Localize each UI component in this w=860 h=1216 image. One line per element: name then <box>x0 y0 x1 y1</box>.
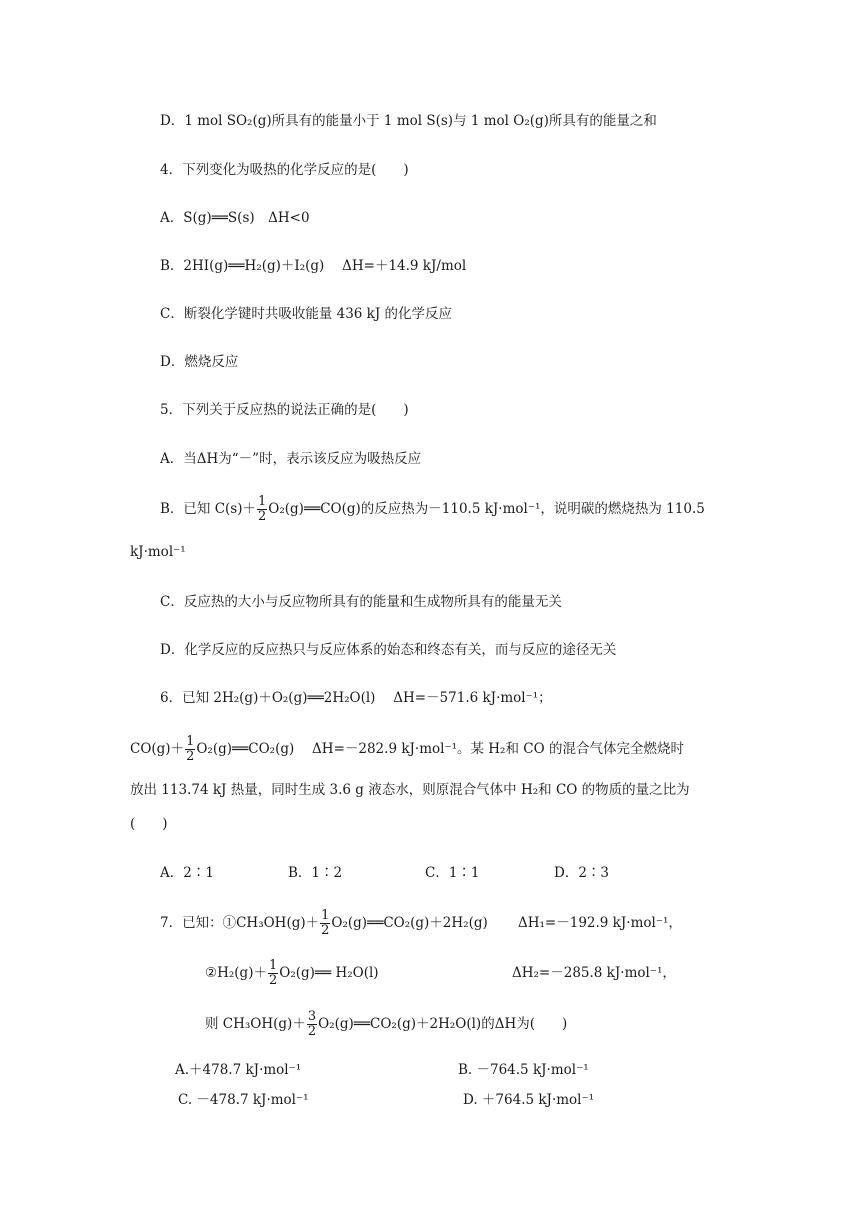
fraction-half <box>320 909 330 938</box>
fraction-numerator: 1 <box>321 908 330 923</box>
fraction-numerator: 3 <box>307 1009 317 1024</box>
question-6-option-a: A．2∶1 <box>160 865 214 881</box>
option-5c: C．反应热的大小与反应物所具有的能量和生成物所具有的能量无关 <box>160 594 562 610</box>
q7-target-post: O₂(g)══CO₂(g)＋2H₂O(l)的ΔH为( ) <box>318 1016 568 1032</box>
question-7-target <box>205 1010 567 1039</box>
fraction-half <box>257 495 267 524</box>
q7-eq1-pre: 7．已知：①CH₃OH(g)＋ <box>160 915 320 931</box>
option-4d: D．燃烧反应 <box>160 354 239 370</box>
question-7-dh2: ΔH₂=－285.8 kJ·mol⁻¹， <box>512 965 676 981</box>
question-5-stem: 5．下列关于反应热的说法正确的是( ) <box>160 402 409 418</box>
question-7-dh1: ΔH₁=－192.9 kJ·mol⁻¹， <box>518 915 682 931</box>
fraction-half <box>185 735 195 764</box>
question-6-line2-post: O₂(g)══CO₂(g) ΔH=－282.9 kJ·mol⁻¹。某 H₂和 CO 的混合气体完全燃烧时 <box>196 741 684 757</box>
fraction-denominator: 2 <box>258 509 267 524</box>
question-6-line2-pre: CO(g)＋ <box>130 741 185 757</box>
question-6-line1: 6．已知 2H₂(g)＋O₂(g)══2H₂O(l) ΔH=－571.6 kJ·mol⁻¹； <box>160 690 552 706</box>
question-6-option-b: B．1∶2 <box>288 865 343 881</box>
option-5a: A．当ΔH为“－”时，表示该反应为吸热反应 <box>160 451 422 467</box>
question-6-line3: 放出 113.74 kJ 热量，同时生成 3.6 g 液态水，则原混合气体中 H₂和 CO 的物质的量之比为 <box>130 782 690 798</box>
question-6-line4: ( ) <box>130 816 168 832</box>
option-4a: A．S(g)══S(s) ΔH<0 <box>160 210 310 226</box>
question-6-option-c: C．1∶1 <box>425 865 480 881</box>
question-6-option-d: D．2∶3 <box>554 865 610 881</box>
fraction-three-halves <box>307 1010 317 1039</box>
question-7-option-d: D. ＋764.5 kJ·mol⁻¹ <box>463 1092 595 1108</box>
option-4b: B．2HI(g)══H₂(g)＋I₂(g) ΔH=＋14.9 kJ/mol <box>160 258 467 274</box>
fraction-half <box>268 959 278 988</box>
question-7-equation-1 <box>160 909 488 938</box>
option-5d: D．化学反应的反应热只与反应体系的始态和终态有关，而与反应的途径无关 <box>160 642 617 658</box>
fraction-denominator: 2 <box>321 923 330 938</box>
option-3d: D．1 mol SO₂(g)所具有的能量小于 1 mol S(s)与 1 mol O₂(g)所具有的能量之和 <box>160 113 657 129</box>
question-7-option-b: B. －764.5 kJ·mol⁻¹ <box>458 1062 589 1078</box>
question-7-option-c: C. －478.7 kJ·mol⁻¹ <box>178 1092 309 1108</box>
option-5b-continued: kJ·mol⁻¹ <box>130 544 186 560</box>
fraction-numerator: 1 <box>186 734 195 749</box>
question-7-option-a: A.＋478.7 kJ·mol⁻¹ <box>175 1062 302 1078</box>
question-4-stem: 4．下列变化为吸热的化学反应的是( ) <box>160 162 409 178</box>
fraction-numerator: 1 <box>268 958 278 973</box>
option-4c: C．断裂化学键时共吸收能量 436 kJ 的化学反应 <box>160 306 453 322</box>
q7-target-pre: 则 CH₃OH(g)＋ <box>205 1016 306 1032</box>
q7-eq2-pre: ②H₂(g)＋ <box>205 965 267 981</box>
fraction-denominator: 2 <box>268 973 278 988</box>
option-5b-pre: B．已知 C(s)＋ <box>160 501 257 517</box>
q7-eq1-post: O₂(g)══CO₂(g)＋2H₂(g) <box>331 915 488 931</box>
fraction-denominator: 2 <box>307 1024 317 1039</box>
q7-eq2-post: O₂(g)══ H₂O(l) <box>279 965 379 981</box>
option-5b-post: O₂(g)══CO(g)的反应热为－110.5 kJ·mol⁻¹，说明碳的燃烧热为 110.5 <box>268 501 705 517</box>
fraction-denominator: 2 <box>186 749 195 764</box>
question-7-equation-2 <box>205 959 379 988</box>
option-5b <box>160 495 705 524</box>
question-6-line2 <box>130 735 684 764</box>
fraction-numerator: 1 <box>258 494 267 509</box>
